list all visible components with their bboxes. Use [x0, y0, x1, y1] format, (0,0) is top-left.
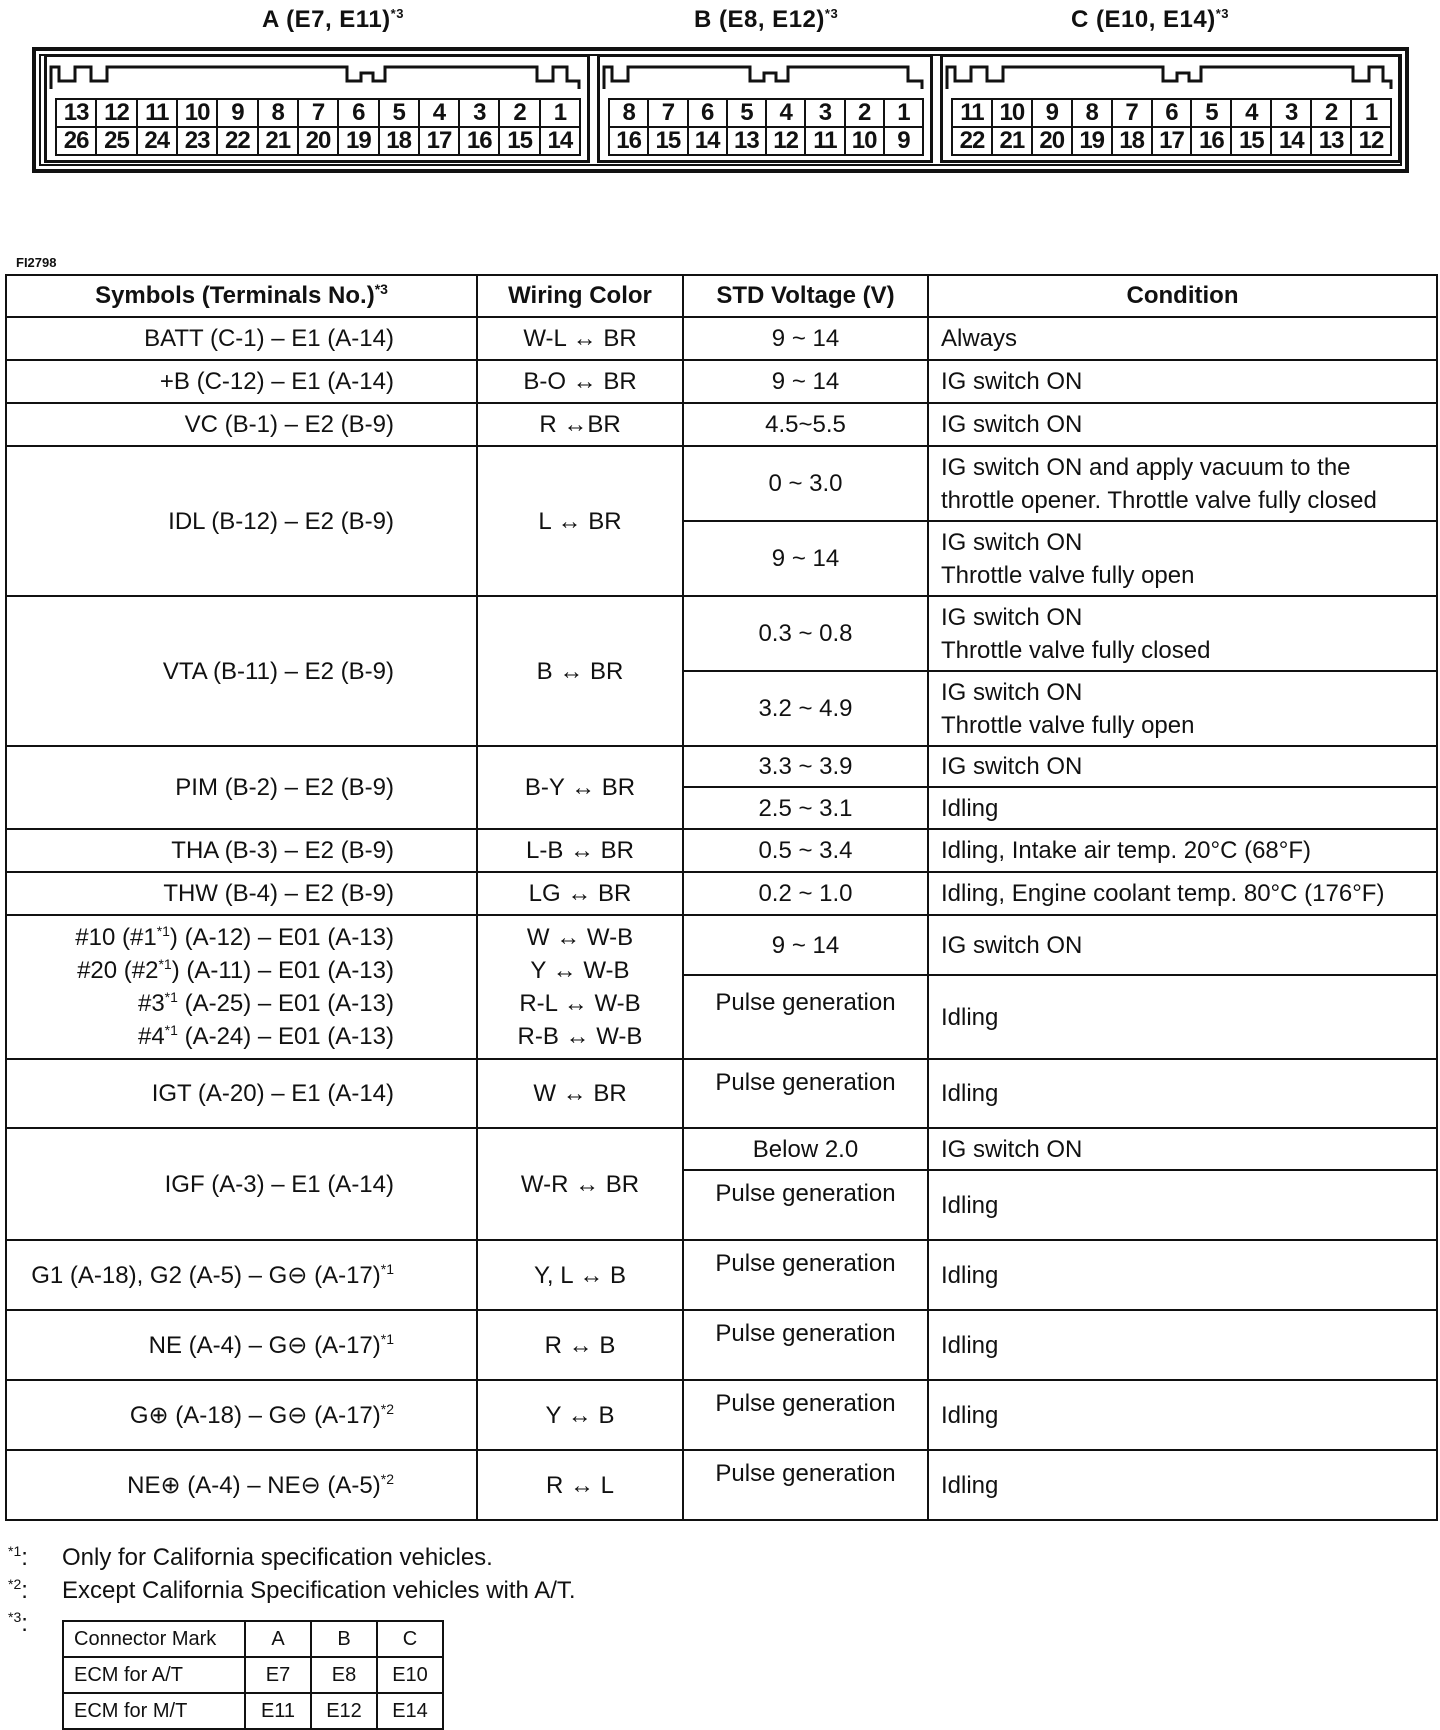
- table-row: [6, 829, 1437, 872]
- cell-condition: [928, 521, 1437, 596]
- cell-condition: [928, 671, 1437, 746]
- connector-pin: 10: [844, 126, 885, 156]
- connector-pin: 22: [951, 126, 993, 156]
- table-row: [6, 1059, 1437, 1128]
- connector-pin: 10: [991, 98, 1033, 128]
- header-std-voltage: STD Voltage (V): [683, 275, 928, 317]
- wiring-line: R-B ↔ W-B: [517, 1023, 643, 1050]
- table-row: [6, 1310, 1437, 1380]
- header-symbols: Symbols (Terminals No.)$^{*3}$: [6, 275, 477, 317]
- cell-voltage: 0.3 ~ 0.8: [683, 596, 928, 671]
- cell-wiring: L-B ↔ BR: [477, 829, 683, 872]
- connector-pin: 12: [95, 98, 137, 128]
- connector-c-top-row: [951, 98, 1390, 128]
- cell-symbol: IGF (A-3) – E1 (A-14): [6, 1128, 477, 1240]
- connector-pin: 19: [1071, 126, 1113, 156]
- cell-condition: Idling, Engine coolant temp. 80°C (176°F): [928, 872, 1437, 915]
- connector-pin: 18: [1111, 126, 1153, 156]
- connector-pin: 7: [647, 98, 688, 128]
- connector-c: [940, 54, 1401, 163]
- cell-condition: Idling: [928, 1240, 1437, 1310]
- connector-pin: 6: [687, 98, 728, 128]
- cell-symbol: NE⊕ (A-4) – NE⊖ $(A-5)^{*2}$: [6, 1450, 477, 1520]
- table-header-row: [6, 275, 1437, 317]
- connector-pin: 14: [687, 126, 728, 156]
- connector-pin: 20: [297, 126, 339, 156]
- connector-pin: 19: [337, 126, 379, 156]
- cell-voltage: Below 2.0: [683, 1128, 928, 1170]
- table-row: [6, 915, 1437, 975]
- connector-pin: 23: [176, 126, 218, 156]
- cell-wiring: R ↔BR: [477, 403, 683, 446]
- table-row: [6, 360, 1437, 403]
- table-row: [6, 872, 1437, 915]
- cell-symbol: IDL (B-12) – E2 (B-9): [6, 446, 477, 596]
- cell-symbol: [6, 915, 477, 1059]
- cell-condition: Always: [928, 317, 1437, 360]
- table-row: [6, 317, 1437, 360]
- connector-pin: 11: [951, 98, 993, 128]
- cell-condition: IG switch ON: [928, 746, 1437, 787]
- cell-voltage: Pulse generation: [683, 1240, 928, 1310]
- header-condition: Condition: [928, 275, 1437, 317]
- footnote-mark: $^{*3}$:: [8, 1609, 28, 1637]
- cell-wiring: B-O ↔ BR: [477, 360, 683, 403]
- footnote-text: Except California Specification vehicles with A/T.: [62, 1577, 576, 1604]
- footnote-2: [8, 1576, 576, 1605]
- table-row: [6, 746, 1437, 787]
- symbol-line: #20 (#2$^{*1}$) (A-11) – E01 (A-13): [77, 956, 394, 984]
- figure-id: FI2798: [16, 255, 57, 270]
- connector-pin: 8: [608, 98, 649, 128]
- connector-titles: [0, 6, 1440, 46]
- cell-wiring: B-Y ↔ BR: [477, 746, 683, 829]
- cell-symbol: NE (A-4) – G⊖ $(A-17)^{*1}$: [6, 1310, 477, 1380]
- cell-voltage: 0 ~ 3.0: [683, 446, 928, 521]
- cell-wiring: [477, 915, 683, 1059]
- connector-c-key-outline: [943, 59, 1398, 93]
- cell-symbol: THA (B-3) – E2 (B-9): [6, 829, 477, 872]
- wiring-line: R-L ↔ W-B: [519, 990, 641, 1017]
- connector-c-title: C (E10, E14)$^{*3}$: [1071, 6, 1230, 33]
- cell-wiring: LG ↔ BR: [477, 872, 683, 915]
- connector-pin: 14: [1270, 126, 1312, 156]
- connector-pin: 12: [765, 126, 806, 156]
- cell-wiring: L ↔ BR: [477, 446, 683, 596]
- cell-symbol: G1 (A-18), G2 (A-5) – G⊖ $(A-17)^{*1}$: [6, 1240, 477, 1310]
- connector-pin: 16: [1190, 126, 1232, 156]
- cell-voltage: Pulse generation: [683, 1310, 928, 1380]
- cell-condition: Idling: [928, 1380, 1437, 1450]
- cell-voltage: 4.5~5.5: [683, 403, 928, 446]
- cell-wiring: Y ↔ B: [477, 1380, 683, 1450]
- connector-pin: 1: [883, 98, 924, 128]
- cell-wiring: R ↔ B: [477, 1310, 683, 1380]
- cell-voltage: 2.5 ~ 3.1: [683, 787, 928, 829]
- table-row: [6, 446, 1437, 521]
- mark-cell: C: [377, 1621, 443, 1657]
- connector-pin: 18: [378, 126, 420, 156]
- symbol-line: #10 (#1$^{*1}$) (A-12) – E01 (A-13): [75, 923, 394, 951]
- cell-symbol: THW (B-4) – E2 (B-9): [6, 872, 477, 915]
- cell-voltage: 0.5 ~ 3.4: [683, 829, 928, 872]
- cell-condition: Idling: [928, 975, 1437, 1059]
- connector-a-key-outline: [47, 59, 587, 93]
- cell-condition: [928, 446, 1437, 521]
- cell-voltage: Pulse generation: [683, 1380, 928, 1450]
- connector-b: [597, 54, 933, 163]
- ecm-terminal-table: [5, 274, 1438, 1521]
- connector-pin: 15: [1230, 126, 1272, 156]
- connector-pin: 6: [337, 98, 379, 128]
- cell-condition: Idling: [928, 1310, 1437, 1380]
- mark-cell: E14: [377, 1693, 443, 1729]
- cell-voltage: 0.2 ~ 1.0: [683, 872, 928, 915]
- cell-voltage: Pulse generation: [683, 1059, 928, 1128]
- footnote-1: [8, 1543, 493, 1572]
- cell-symbol: G⊕ (A-18) – G⊖ $(A-17)^{*2}$: [6, 1380, 477, 1450]
- connector-pin: 7: [1111, 98, 1153, 128]
- connector-pin: 17: [1151, 126, 1193, 156]
- connector-pin: 11: [136, 98, 178, 128]
- connector-pin: 11: [804, 126, 845, 156]
- table-row: [6, 596, 1437, 671]
- connector-pin: 3: [804, 98, 845, 128]
- cell-voltage: 9 ~ 14: [683, 915, 928, 975]
- condition-line: Throttle valve fully open: [941, 561, 1195, 589]
- connector-pin: 1: [539, 98, 581, 128]
- connector-pin: 13: [1310, 126, 1352, 156]
- cell-wiring: Y, L ↔ B: [477, 1240, 683, 1310]
- connector-a-title: A (E7, E11)$^{*3}$: [262, 6, 404, 33]
- cell-voltage: Pulse generation: [683, 1450, 928, 1520]
- cell-condition: Idling: [928, 1450, 1437, 1520]
- connector-pin: 22: [216, 126, 258, 156]
- connector-b-top-row: [608, 98, 922, 128]
- mark-cell: E12: [311, 1693, 377, 1729]
- condition-line: Throttle valve fully closed: [941, 636, 1211, 664]
- connector-pin: 2: [498, 98, 540, 128]
- connector-pin: 10: [176, 98, 218, 128]
- connector-pin: 24: [136, 126, 178, 156]
- connector-pin: 4: [1230, 98, 1272, 128]
- connector-pin: 8: [257, 98, 299, 128]
- cell-condition: IG switch ON: [928, 1128, 1437, 1170]
- connector-pin: 13: [726, 126, 767, 156]
- connector-pin: 4: [418, 98, 460, 128]
- cell-voltage: Pulse generation: [683, 1170, 928, 1240]
- connector-a-bottom-row: [55, 126, 579, 156]
- connector-pin: 15: [647, 126, 688, 156]
- condition-line: IG switch ON: [941, 528, 1083, 556]
- connector-pin: 14: [539, 126, 581, 156]
- cell-voltage: 3.3 ~ 3.9: [683, 746, 928, 787]
- footnote-mark: $^{*2}$:: [8, 1576, 28, 1604]
- cell-symbol: IGT (A-20) – E1 (A-14): [6, 1059, 477, 1128]
- cell-voltage: 9 ~ 14: [683, 360, 928, 403]
- connector-b-key-outline: [600, 59, 930, 93]
- connector-pin: 16: [608, 126, 649, 156]
- connector-pin: 15: [498, 126, 540, 156]
- mark-cell: E11: [245, 1693, 311, 1729]
- connector-pin: 9: [883, 126, 924, 156]
- table-row: [6, 1240, 1437, 1310]
- connector-pin: 9: [1031, 98, 1073, 128]
- connector-c-bottom-row: [951, 126, 1390, 156]
- cell-symbol: PIM (B-2) – E2 (B-9): [6, 746, 477, 829]
- cell-wiring: B ↔ BR: [477, 596, 683, 746]
- connector-a: [44, 54, 590, 163]
- connector-pin: 5: [1190, 98, 1232, 128]
- connector-pin: 2: [1310, 98, 1352, 128]
- connector-pin: 4: [765, 98, 806, 128]
- cell-condition: IG switch ON: [928, 360, 1437, 403]
- table-row: [6, 1128, 1437, 1170]
- cell-symbol: VC (B-1) – E2 (B-9): [6, 403, 477, 446]
- cell-voltage: 9 ~ 14: [683, 521, 928, 596]
- connector-pin: 7: [297, 98, 339, 128]
- connector-pin: 26: [55, 126, 97, 156]
- connector-pin: 8: [1071, 98, 1113, 128]
- connector-mark-table: [62, 1620, 444, 1730]
- footnote-3: [8, 1609, 62, 1638]
- connector-pin: 3: [1270, 98, 1312, 128]
- connector-pin: 5: [726, 98, 767, 128]
- connector-pin: 9: [216, 98, 258, 128]
- cell-wiring: W ↔ BR: [477, 1059, 683, 1128]
- connector-pin: 2: [844, 98, 885, 128]
- mark-cell: A: [245, 1621, 311, 1657]
- table-row: [63, 1693, 443, 1729]
- condition-line: IG switch ON: [941, 678, 1083, 706]
- connector-pin: 21: [991, 126, 1033, 156]
- connector-pin: 17: [418, 126, 460, 156]
- connector-b-title: B (E8, E12)$^{*3}$: [694, 6, 839, 33]
- cell-voltage: 9 ~ 14: [683, 317, 928, 360]
- cell-wiring: W-R ↔ BR: [477, 1128, 683, 1240]
- mark-cell: ECM for M/T: [63, 1693, 245, 1729]
- footnote-mark: $^{*1}$:: [8, 1543, 28, 1571]
- connector-pin: 16: [458, 126, 500, 156]
- mark-cell: E7: [245, 1657, 311, 1693]
- cell-condition: Idling: [928, 1170, 1437, 1240]
- mark-cell: E8: [311, 1657, 377, 1693]
- table-row: [63, 1621, 443, 1657]
- connector-pin: 20: [1031, 126, 1073, 156]
- cell-condition: IG switch ON: [928, 915, 1437, 975]
- connector-pin: 5: [378, 98, 420, 128]
- mark-cell: Connector Mark: [63, 1621, 245, 1657]
- symbol-line: #4$^{*1}$ (A-24) – E01 (A-13): [137, 1022, 394, 1050]
- mark-cell: ECM for A/T: [63, 1657, 245, 1693]
- mark-cell: E10: [377, 1657, 443, 1693]
- connector-pin: 13: [55, 98, 97, 128]
- mark-cell: B: [311, 1621, 377, 1657]
- cell-voltage: 3.2 ~ 4.9: [683, 671, 928, 746]
- cell-symbol: BATT (C-1) – E1 (A-14): [6, 317, 477, 360]
- condition-line: throttle opener. Throttle valve fully closed: [941, 486, 1377, 514]
- cell-condition: Idling: [928, 1059, 1437, 1128]
- cell-wiring: R ↔ L: [477, 1450, 683, 1520]
- cell-condition: Idling, Intake air temp. 20°C (68°F): [928, 829, 1437, 872]
- connector-pin: 25: [95, 126, 137, 156]
- cell-condition: IG switch ON: [928, 403, 1437, 446]
- connector-pin: 12: [1350, 126, 1392, 156]
- table-row: [6, 403, 1437, 446]
- condition-line: Throttle valve fully open: [941, 711, 1195, 739]
- header-wiring-color: Wiring Color: [477, 275, 683, 317]
- condition-line: IG switch ON: [941, 603, 1083, 631]
- cell-voltage: Pulse generation: [683, 975, 928, 1059]
- cell-symbol: VTA (B-11) – E2 (B-9): [6, 596, 477, 746]
- cell-wiring: W-L ↔ BR: [477, 317, 683, 360]
- wiring-line: Y ↔ W-B: [530, 957, 630, 984]
- connector-pin: 1: [1350, 98, 1392, 128]
- symbol-line: #3$^{*1}$ (A-25) – E01 (A-13): [137, 989, 394, 1017]
- wiring-line: W ↔ W-B: [526, 924, 634, 951]
- connector-pin: 3: [458, 98, 500, 128]
- connector-pin: 6: [1151, 98, 1193, 128]
- table-row: [6, 1380, 1437, 1450]
- cell-condition: [928, 596, 1437, 671]
- table-row: [6, 1450, 1437, 1520]
- connector-b-bottom-row: [608, 126, 922, 156]
- cell-symbol: +B (C-12) – E1 (A-14): [6, 360, 477, 403]
- cell-condition: Idling: [928, 787, 1437, 829]
- connector-pin: 21: [257, 126, 299, 156]
- connector-a-top-row: [55, 98, 579, 128]
- footnote-text: Only for California specification vehicles.: [62, 1544, 493, 1571]
- table-row: [63, 1657, 443, 1693]
- condition-line: IG switch ON and apply vacuum to the: [941, 453, 1351, 481]
